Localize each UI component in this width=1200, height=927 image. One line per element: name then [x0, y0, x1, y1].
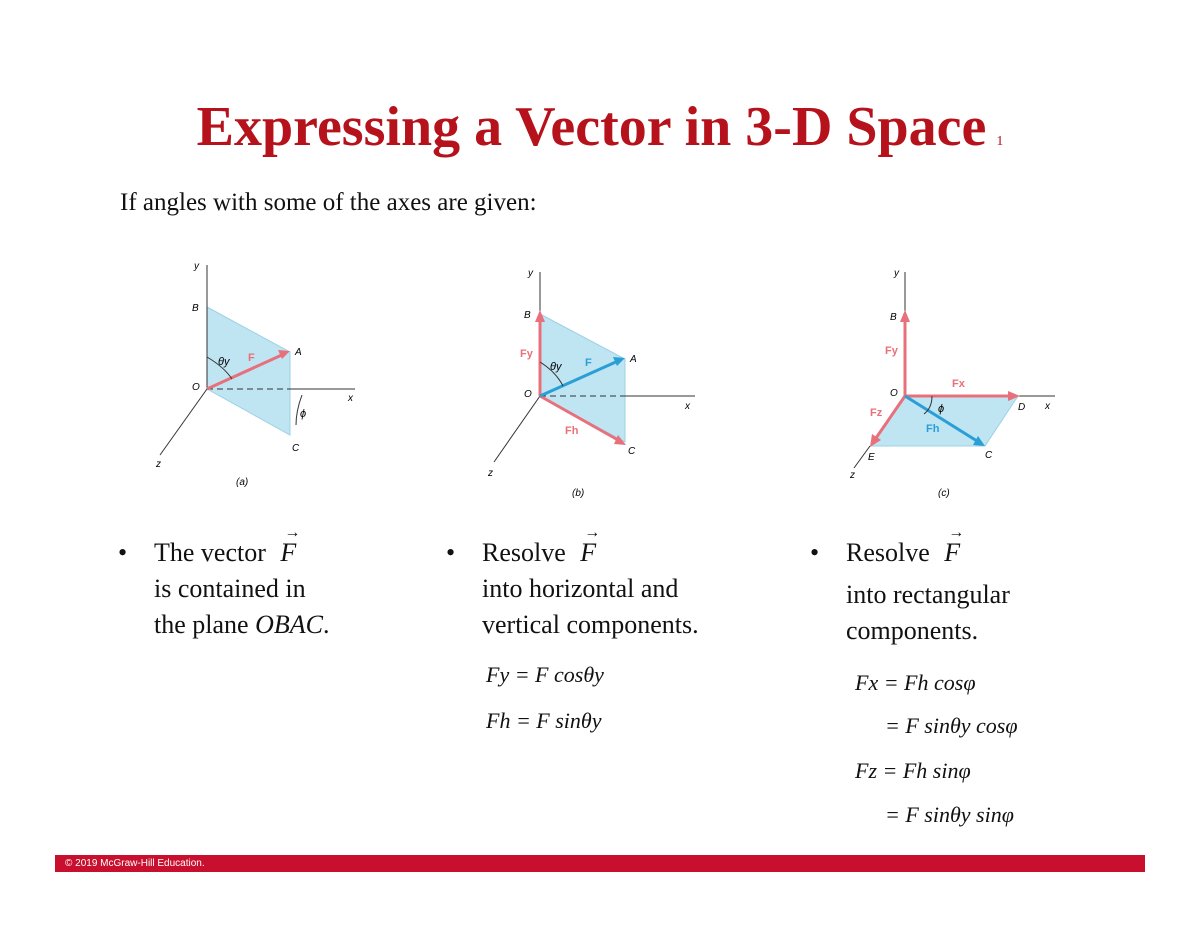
label-y: y [528, 268, 533, 279]
caption-c: (c) [938, 488, 950, 499]
equation-fz: Fz = Fh sinφ [855, 758, 971, 783]
footer-bar [55, 855, 1145, 872]
vector-f: → F [580, 535, 596, 571]
z-axis [494, 396, 540, 462]
equation-fy: Fy = F cosθy [486, 662, 604, 687]
intro-text: If angles with some of the axes are given: [120, 189, 537, 216]
label-fy: Fy [520, 348, 533, 360]
label-fh: Fh [926, 423, 940, 435]
label-c: C [628, 446, 636, 457]
caption-a: (a) [236, 477, 249, 488]
figure-c [840, 262, 1070, 502]
slide-title [0, 92, 1200, 177]
label-x: x [348, 393, 353, 404]
label-f: F [248, 352, 255, 364]
bullet-line-2: into rectangular [846, 580, 1010, 609]
label-o: O [192, 382, 200, 393]
label-y: y [894, 268, 899, 279]
fy-arrowhead [900, 310, 910, 322]
label-y: y [194, 261, 199, 272]
label-b: B [890, 312, 897, 323]
equation-fx-expanded: = F sinθy cosφ [885, 713, 1018, 738]
bullet-line-3-post: . [322, 610, 330, 639]
vector-f: → F [944, 535, 960, 571]
caption-b: (b) [572, 488, 585, 499]
bullet-dot: • [446, 538, 456, 567]
bullet-line-1: The vector [154, 538, 266, 567]
label-fx: Fx [952, 378, 965, 390]
label-o: O [890, 388, 898, 399]
label-fh: Fh [565, 425, 579, 437]
page-number: 1 [996, 134, 1004, 149]
label-z: z [488, 468, 493, 479]
bullet-line-2: into horizontal and [482, 574, 679, 603]
label-x: x [685, 401, 690, 412]
equation-fx: Fx = Fh cosφ [855, 670, 976, 695]
label-fy: Fy [885, 345, 898, 357]
label-f: F [585, 357, 592, 369]
label-theta: θy [218, 356, 230, 368]
bullet-line-3-pre: the plane [154, 610, 256, 639]
bullet-obac [118, 535, 329, 643]
label-b: B [192, 303, 199, 314]
equation-fz-expanded: = F sinθy sinφ [885, 802, 1014, 827]
plane-name: OBAC [255, 610, 323, 639]
bullet-rectangular [810, 535, 1010, 649]
bullet-dot: • [810, 538, 820, 567]
figure-b [480, 262, 700, 502]
label-e: E [868, 452, 875, 463]
label-a: A [630, 354, 637, 365]
bullet-line-1: Resolve [482, 538, 566, 567]
label-d: D [1018, 402, 1026, 413]
label-c: C [985, 450, 993, 461]
label-x: x [1045, 401, 1050, 412]
title-text: Expressing a Vector in 3-D Space [196, 96, 987, 158]
bullet-line-2: is contained in [154, 574, 306, 603]
label-z: z [156, 459, 161, 470]
bullet-horizontal-vertical [446, 535, 699, 643]
bullet-dot: • [118, 538, 128, 567]
label-b: B [524, 310, 531, 321]
label-o: O [524, 389, 532, 400]
label-a: A [295, 347, 302, 358]
vector-f: → F [280, 535, 296, 571]
label-theta: θy [550, 361, 562, 373]
label-phi: ϕ [300, 408, 307, 420]
copyright-text: © 2019 McGraw-Hill Education. [65, 858, 205, 869]
equation-fh: Fh = F sinθy [486, 708, 602, 733]
bullet-line-3: vertical components. [482, 610, 699, 639]
label-phi: ϕ [938, 403, 945, 415]
bullet-line-1: Resolve [846, 538, 930, 567]
label-fz: Fz [870, 407, 883, 419]
figure-a [150, 255, 370, 495]
label-z: z [850, 470, 855, 481]
bullet-line-3: components. [846, 616, 979, 645]
label-c: C [292, 443, 300, 454]
z-axis [160, 389, 207, 455]
